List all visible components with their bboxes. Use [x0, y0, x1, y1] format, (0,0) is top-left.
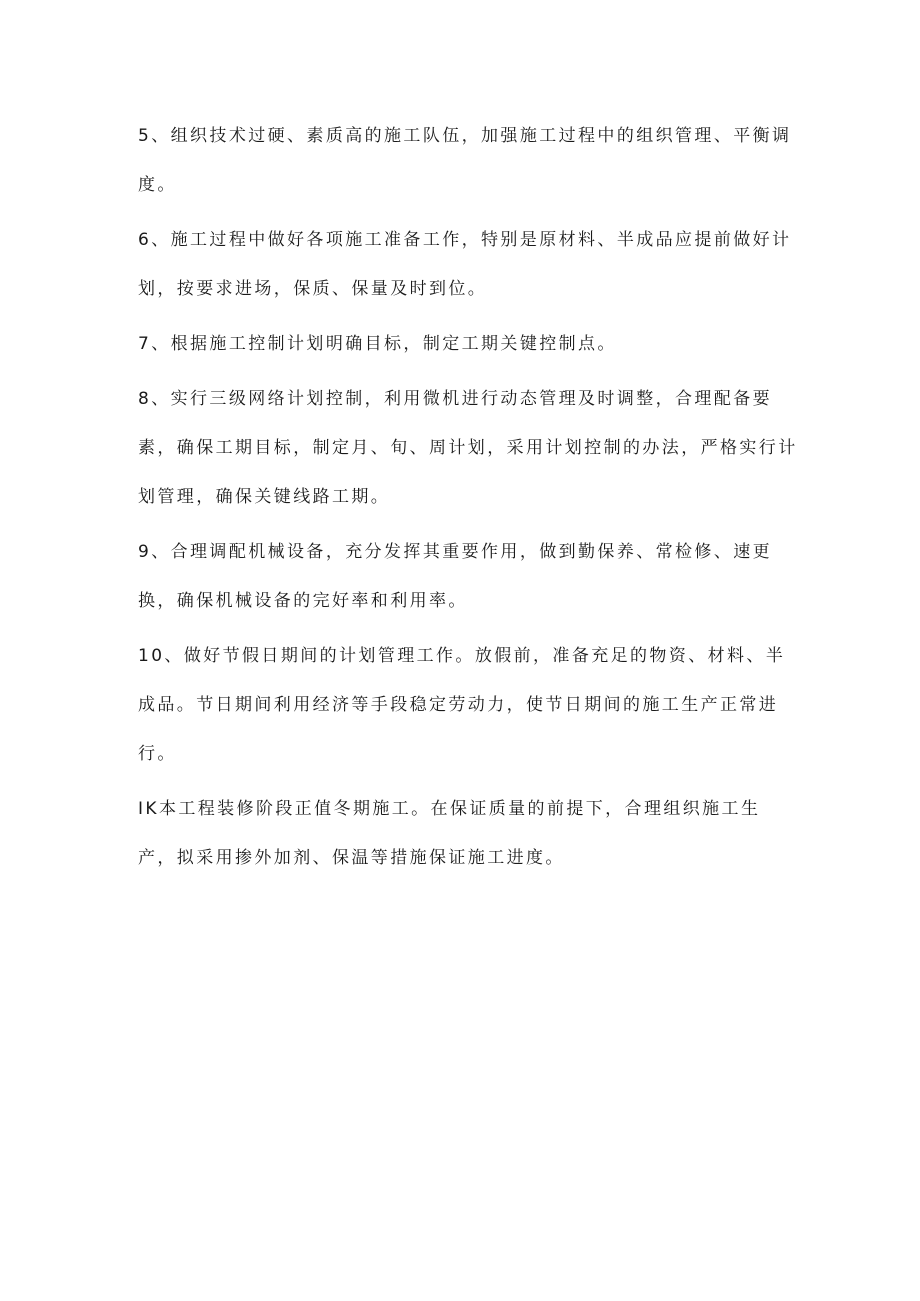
document-body [138, 112, 798, 889]
paragraph-item-9: 9、合理调配机械设备，充分发挥其重要作用，做到勤保养、常检修、速更换，确保机械设备的完好率和利用率。 [138, 542, 773, 611]
paragraph-item-10: 10、做好节假日期间的计划管理工作。放假前，准备充足的物资、材料、半成品。节日期间利用经济等手段稳定劳动力，使节日期间的施工生产正常进行。 [138, 646, 786, 764]
paragraph-item-8: 8、实行三级网络计划控制，利用微机进行动态管理及时调整，合理配备要素，确保工期目标，制定月、旬、周计划，采用计划控制的办法，严格实行计划管理，确保关键线路工期。 [138, 389, 798, 507]
paragraph-item-5: 5、组织技术过硬、素质高的施工队伍，加强施工过程中的组织管理、平衡调度。 [138, 126, 792, 195]
paragraph-item-7: 7、根据施工控制计划明确目标，制定工期关键控制点。 [138, 334, 617, 354]
paragraph-item-6: 6、施工过程中做好各项施工准备工作，特别是原材料、半成品应提前做好计划，按要求进场，保质、保量及时到位。 [138, 230, 792, 299]
paragraph-item-11: IK本工程装修阶段正值冬期施工。在保证质量的前提下，合理组织施工生产，拟采用掺外加剂、保温等措施保证施工进度。 [138, 799, 761, 868]
